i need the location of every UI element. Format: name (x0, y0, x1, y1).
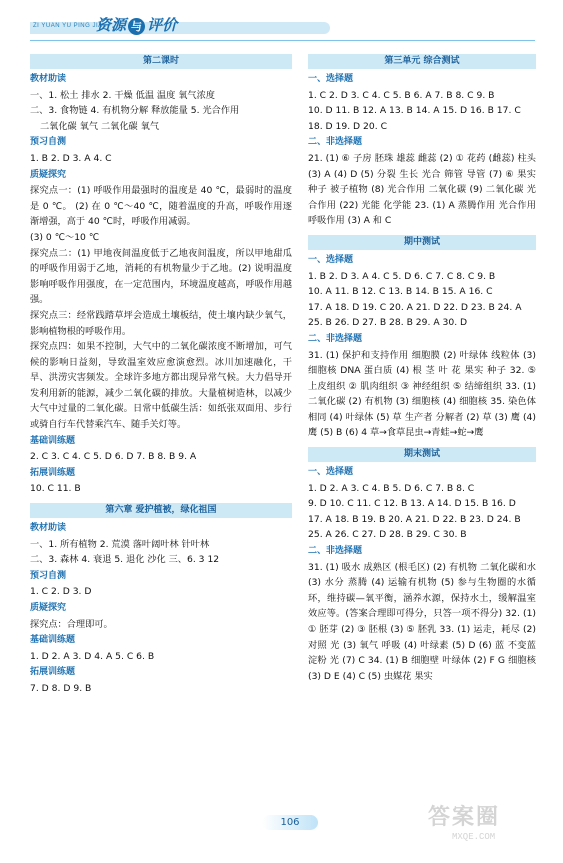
subhead-basic-training: 基础训练题 (30, 635, 76, 646)
section-title-chapter6: 第六章 爱护植被，绿化祖国 (30, 503, 292, 518)
subhead-extended-training: 拓展训练题 (30, 667, 76, 678)
section-title-unit3-test: 第三单元 综合测试 (308, 54, 536, 69)
subhead-preview: 预习自测 (30, 570, 67, 581)
subhead-extended-training: 拓展训练题 (30, 467, 76, 478)
answer-line: 1. C 2. D 3. D (30, 586, 92, 598)
right-column (308, 48, 536, 684)
subhead-basic-training: 基础训练题 (30, 435, 76, 446)
header-rule (30, 40, 535, 41)
subhead-choice: 一、选择题 (308, 467, 354, 478)
inquiry-point-2: 探究点二：(1) 甲地夜间温度低于乙地夜间温度，所以甲地甜瓜的呼吸作用弱于乙地，消耗的有机物量少于乙地。(2) 说明温度影响呼吸作用强度，在一定范围内，环境温度越高，呼吸作用越强。 (30, 247, 292, 306)
answer-line: 1. B 2. D 3. A 4. C (30, 152, 112, 164)
answer-line: 探究点：合理即可。 (30, 618, 113, 630)
subhead-inquiry: 质疑探究 (30, 169, 67, 180)
answer-line: 17. A 18. B 19. B 20. A 21. D 22. B 23. D 24. B (308, 513, 521, 525)
page-number: 106 (262, 815, 318, 830)
header-title (96, 14, 177, 35)
inquiry-point-3: 探究点三：经常践踏草坪会造成土壤板结，使土壤内缺少氧气，影响植物根的呼吸作用。 (30, 309, 292, 337)
answer-paragraph: 21. (1) ⑥ 子房 胚珠 雄蕊 雌蕊 (2) ① 花药 (雌蕊) 柱头 (3) A (4) D (5) 分裂 生长 光合 筛管 导管 (7) ⑥ 果实 种子 被子植物 (8) 光合作用 二氧化碳 (9) 二氧化碳 光合作用 (22) 光能 化学能 23. (1) A 蒸腾作用 光合作用 呼吸作用 (3) A 和 C (308, 152, 536, 227)
header-yu-badge: 与 (128, 18, 145, 35)
answer-line: 18. D 19. D 20. C (308, 120, 387, 132)
answer-paragraph: 31. (1) 保护和支持作用 细胞膜 (2) 叶绿体 线粒体 (3) 细胞核 DNA 蛋白质 (4) 根 茎 叶 花 果实 种子 32. ⑤ 上皮组织 ② 肌肉组织 ③ 神经组织 ⑤ 结缔组织 33. (1) 二氧化碳 (2) 有机物 (3) 细胞核 (4) 细胞核 35. 染色体 相同 (4) 叶绿体 (5) 草 生产者 分解者 (2) 草 (3) 鹰 (4) 鹰 (5) B (6) 4 草→食草昆虫→青蛙→蛇→鹰 (308, 349, 536, 439)
answer-line: 1. D 2. A 3. D 4. A 5. C 6. B (30, 650, 155, 662)
header-title-a: 资源 (96, 16, 127, 34)
answer-line: 9. D 10. C 11. C 12. B 13. A 14. D 15. B 16. D (308, 498, 516, 510)
answer-line: 1. C 2. D 3. C 4. C 5. B 6. A 7. B 8. C 9. B (308, 89, 495, 101)
subhead-textbook: 教材助读 (30, 74, 67, 84)
answer-line: 1. D 2. A 3. C 4. B 5. D 6. C 7. B 8. C (308, 482, 475, 494)
inquiry-point-1: 探究点一：(1) 呼吸作用最强时的温度是 40 ℃，最弱时的温度是 0 ℃。 (2) 在 0 ℃～40 ℃，随着温度的升高，呼吸作用逐渐增强，高于 40 ℃时，呼吸作用减弱。 (30, 185, 292, 228)
answer-line: 2. C 3. C 4. C 5. D 6. D 7. B 8. B 9. A (30, 451, 197, 463)
answer-line: 二氧化碳 氧气 二氧化碳 氧气 (40, 120, 160, 132)
watermark-url: MXQE.COM (452, 832, 496, 842)
answer-line: 10. A 11. B 12. C 13. B 14. B 15. A 16. C (308, 286, 493, 298)
subhead-inquiry: 质疑探究 (30, 603, 67, 613)
subhead-non-choice: 二、非选择题 (308, 546, 363, 557)
answer-line: 25. A 26. C 27. D 28. B 29. C 30. B (308, 529, 467, 541)
subhead-textbook: 教材助读 (30, 523, 67, 534)
answer-line: 10. D 11. B 12. A 13. B 14. A 15. D 16. B 17. C (308, 105, 521, 117)
subhead-choice: 一、选择题 (308, 74, 354, 84)
subhead-choice: 一、选择题 (308, 254, 354, 265)
inquiry-point-4: 探究点四：如果不控制，大气中的二氧化碳浓度不断增加，可气候的影响日益刻，导致温室效应愈演愈烈。冰川加速融化，干旱、洪涝灾害频发。全球许多地方都出现异常气候。大力倡导开发利用新的能源，减少二氧化碳的排放。大量植树造林，以减少大气中过量的二氧化碳。日常中低碳生活：如纸张双面用、步行或骑自行车代替乘汽车、随手关灯等。 (30, 341, 292, 431)
section-title-midterm: 期中测试 (308, 235, 536, 250)
answer-paragraph: 31. (1) 吸水 成熟区 (根毛区) (2) 有机物 二氧化碳和水 (3) 水分 蒸腾 (4) 运输有机物 (5) 参与生物圈的水循环，维持碳—氧平衡，涵养水源，保持水土，缓解温室效应等。(答案合理即可得分，只答一项不得分) 32. (1) ① 胚芽 (2) ③ 胚根 (3) ⑤ 胚乳 33. (1) 运走，耗尽 (2) 对照 光 (3) 氧气 呼吸 (4) 叶绿素 (5) D (6) 蓝 不变蓝 淀粉 光 (7) C 34. (1) B 细胞壁 叶绿体 (2) F G 细胞核 (3) D E (4) C (5) 虫媒花 果实 (308, 561, 536, 682)
section-title-lesson2: 第二课时 (30, 54, 292, 69)
answer-line: 17. A 18. D 19. C 20. A 21. D 22. D 23. B 24. A (308, 301, 522, 313)
answer-line: 10. C 11. B (30, 483, 81, 495)
header-title-b: 评价 (147, 16, 178, 34)
subhead-preview: 预习自测 (30, 137, 67, 148)
header-pinyin: ZI YUAN YU PING JIA (33, 23, 103, 29)
section-title-final: 期末测试 (308, 447, 536, 462)
answer-line: 一、1. 所有植物 2. 荒漠 落叶阔叶林 针叶林 (30, 538, 210, 550)
answer-line: 一、1. 松土 排水 2. 干燥 低温 温度 氧气浓度 (30, 89, 215, 101)
subhead-non-choice: 二、非选择题 (308, 333, 363, 344)
answer-line: 二、3. 食物链 4. 有机物分解 释放能量 5. 光合作用 (30, 105, 240, 117)
page-header (0, 0, 563, 48)
subhead-non-choice: 二、非选择题 (308, 137, 363, 148)
left-column (30, 48, 292, 697)
answer-line: 7. D 8. D 9. B (30, 682, 92, 694)
answer-line: 25. B 26. D 27. B 28. B 29. A 30. D (308, 317, 468, 329)
answer-line: 1. B 2. D 3. A 4. C 5. D 6. C 7. C 8. C 9. B (308, 270, 496, 282)
inquiry-point-1b: (3) 0 ℃～10 ℃ (30, 231, 100, 243)
watermark-logo: 答案圈 (428, 805, 501, 830)
answer-line: 二、3. 森林 4. 衰退 5. 退化 沙化 三、6. 3 12 (30, 554, 220, 566)
